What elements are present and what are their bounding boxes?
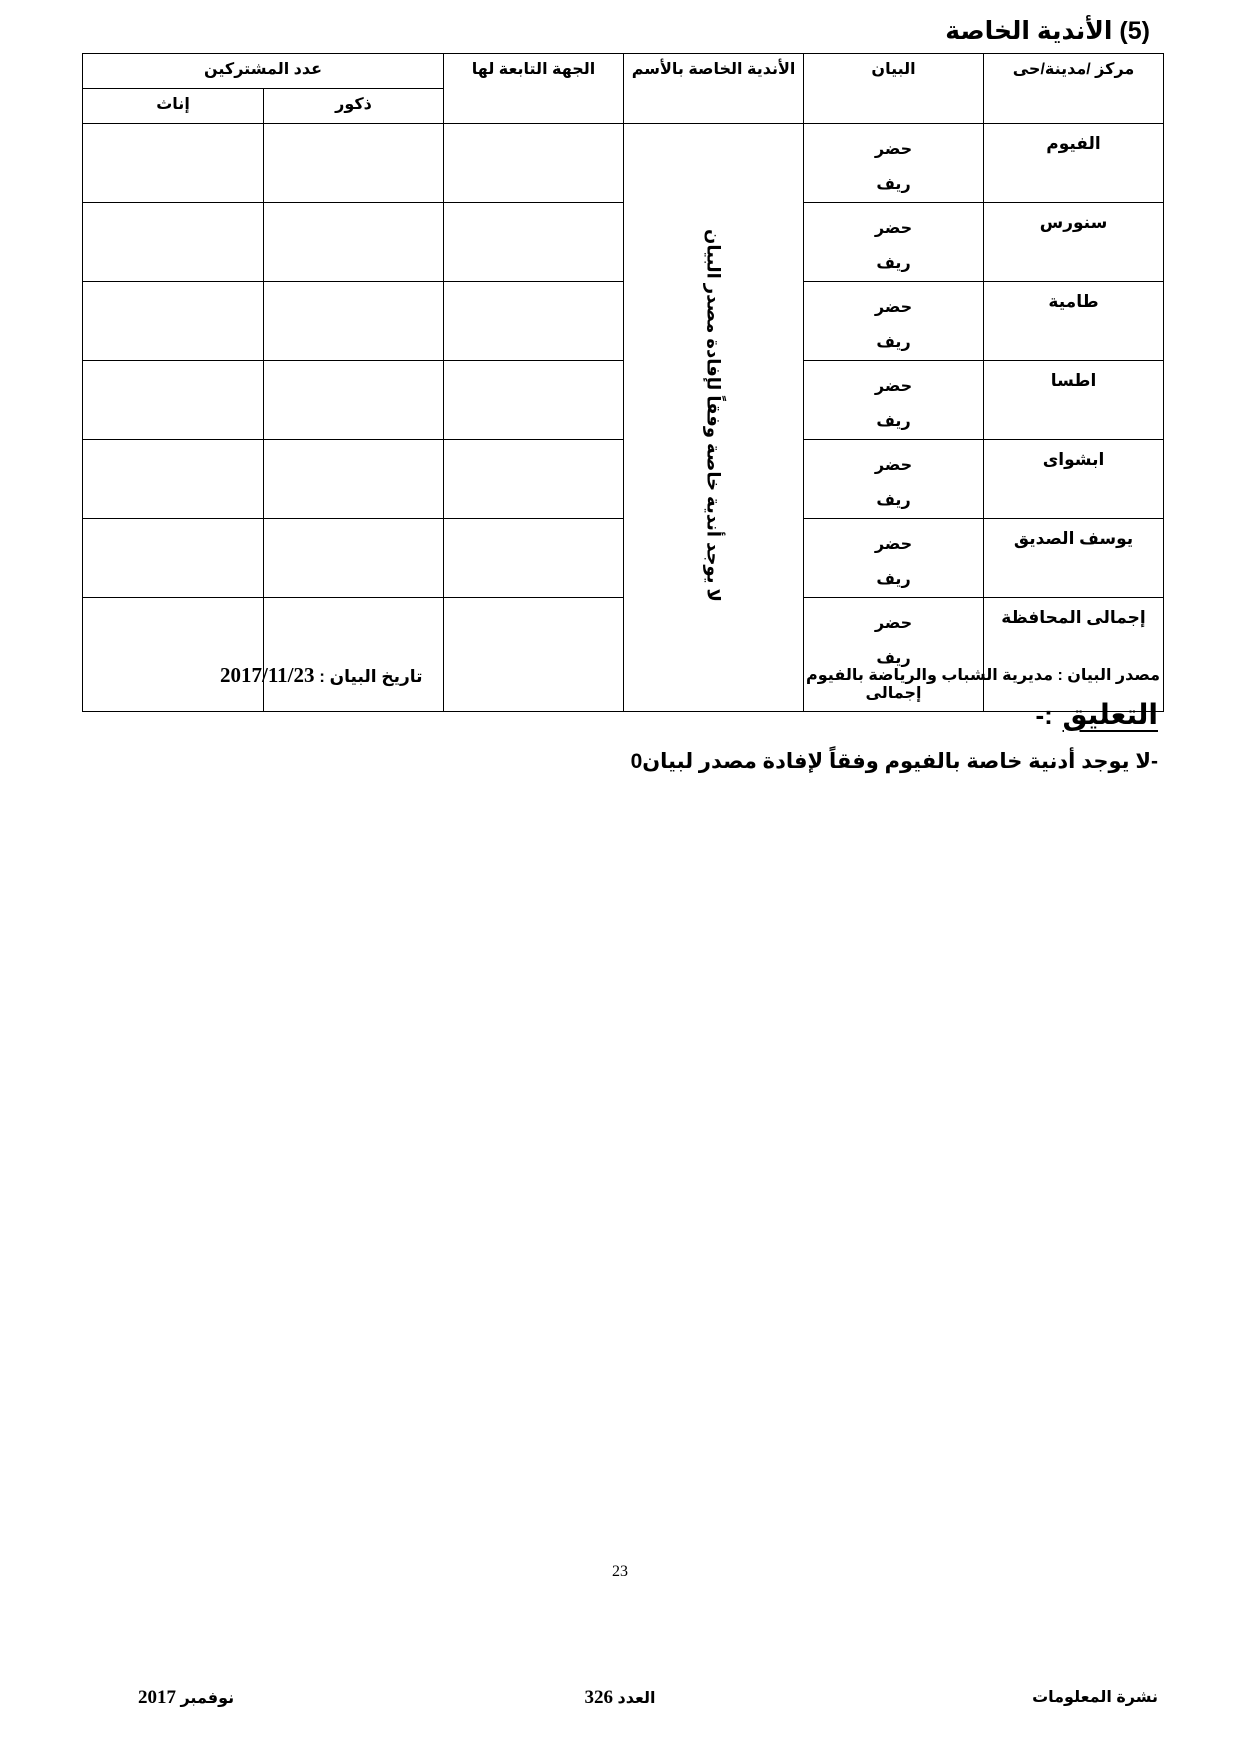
type-label: ريف xyxy=(876,571,911,588)
comment-heading-separator: :- xyxy=(1035,700,1053,730)
region-cell: طامية xyxy=(984,282,1164,361)
no-clubs-note: لا يوجد أندية خاصة وفقاً لإفادة مصدر البيان xyxy=(703,228,724,602)
females-cell xyxy=(83,124,264,203)
comment-text: -لا يوجد أدنية خاصة بالفيوم وفقاً لإفادة مصدر لبيان0 xyxy=(630,750,1158,773)
header-club-names: الأندية الخاصة بالأسم xyxy=(624,54,804,124)
type-label: ريف xyxy=(876,650,911,667)
males-cell xyxy=(264,598,444,712)
region-cell: إجمالى المحافظة xyxy=(984,598,1164,712)
comment-heading xyxy=(1035,698,1158,731)
page-number: 23 xyxy=(612,1563,628,1580)
affiliation-cell xyxy=(444,361,624,440)
affiliation-cell xyxy=(444,598,624,712)
header-females: إناث xyxy=(83,89,264,124)
type-label: حضر xyxy=(874,615,913,632)
header-type: البيان xyxy=(804,54,984,124)
males-cell xyxy=(264,203,444,282)
comment-heading-word: التعليق xyxy=(1062,698,1158,731)
affiliation-cell xyxy=(444,440,624,519)
section-title: (5) الأندية الخاصة xyxy=(945,17,1150,45)
footer-publication: نشرة المعلومات xyxy=(1032,1689,1158,1706)
type-label: ريف xyxy=(876,255,911,272)
type-label: حضر xyxy=(874,378,913,395)
footer-issue-label: العدد xyxy=(617,1690,656,1707)
females-cell xyxy=(83,519,264,598)
table-body xyxy=(83,124,1164,712)
females-cell xyxy=(83,440,264,519)
males-cell xyxy=(264,361,444,440)
type-label: إجمالى xyxy=(865,685,922,702)
footer-year: 2017 xyxy=(138,1687,176,1708)
header-affiliation: الجهة التابعة لها xyxy=(444,54,624,124)
affiliation-cell xyxy=(444,519,624,598)
type-cell xyxy=(804,598,984,712)
header-subscribers: عدد المشتركين xyxy=(83,54,444,89)
private-clubs-table xyxy=(82,53,1164,712)
type-label: حضر xyxy=(874,299,913,316)
region-cell: سنورس xyxy=(984,203,1164,282)
footer-date xyxy=(138,1687,234,1709)
type-label: ريف xyxy=(876,413,911,430)
males-cell xyxy=(264,124,444,203)
females-cell xyxy=(83,598,264,712)
footer-issue-number: 326 xyxy=(584,1687,614,1708)
data-date xyxy=(220,663,423,688)
header-males: ذكور xyxy=(264,89,444,124)
females-cell xyxy=(83,361,264,440)
region-cell: الفيوم xyxy=(984,124,1164,203)
data-date-value: 2017/11/23 xyxy=(220,663,315,687)
affiliation-cell xyxy=(444,282,624,361)
type-label: ريف xyxy=(876,176,911,193)
type-label: حضر xyxy=(874,141,913,158)
region-cell: اطسا xyxy=(984,361,1164,440)
type-label: حضر xyxy=(874,536,913,553)
type-cell xyxy=(804,282,984,361)
affiliation-cell xyxy=(444,203,624,282)
type-label: ريف xyxy=(876,334,911,351)
region-cell: ابشواى xyxy=(984,440,1164,519)
footer-month: نوفمبر xyxy=(180,1690,235,1707)
type-label: ريف xyxy=(876,492,911,509)
males-cell xyxy=(264,282,444,361)
females-cell xyxy=(83,282,264,361)
type-cell xyxy=(804,124,984,203)
males-cell xyxy=(264,519,444,598)
type-label: حضر xyxy=(874,220,913,237)
type-cell xyxy=(804,203,984,282)
table-row xyxy=(83,124,1164,203)
data-date-label: تاريخ البيان : xyxy=(319,667,423,686)
club-names-merged-cell xyxy=(624,124,804,712)
data-source: مصدر البيان : مديرية الشباب والرياضة بالفيوم xyxy=(806,667,1160,684)
header-region: مركز /مدينة/حى xyxy=(984,54,1164,124)
males-cell xyxy=(264,440,444,519)
females-cell xyxy=(83,203,264,282)
type-label: حضر xyxy=(874,457,913,474)
affiliation-cell xyxy=(444,124,624,203)
type-cell xyxy=(804,361,984,440)
region-cell: يوسف الصديق xyxy=(984,519,1164,598)
type-cell xyxy=(804,519,984,598)
type-cell xyxy=(804,440,984,519)
